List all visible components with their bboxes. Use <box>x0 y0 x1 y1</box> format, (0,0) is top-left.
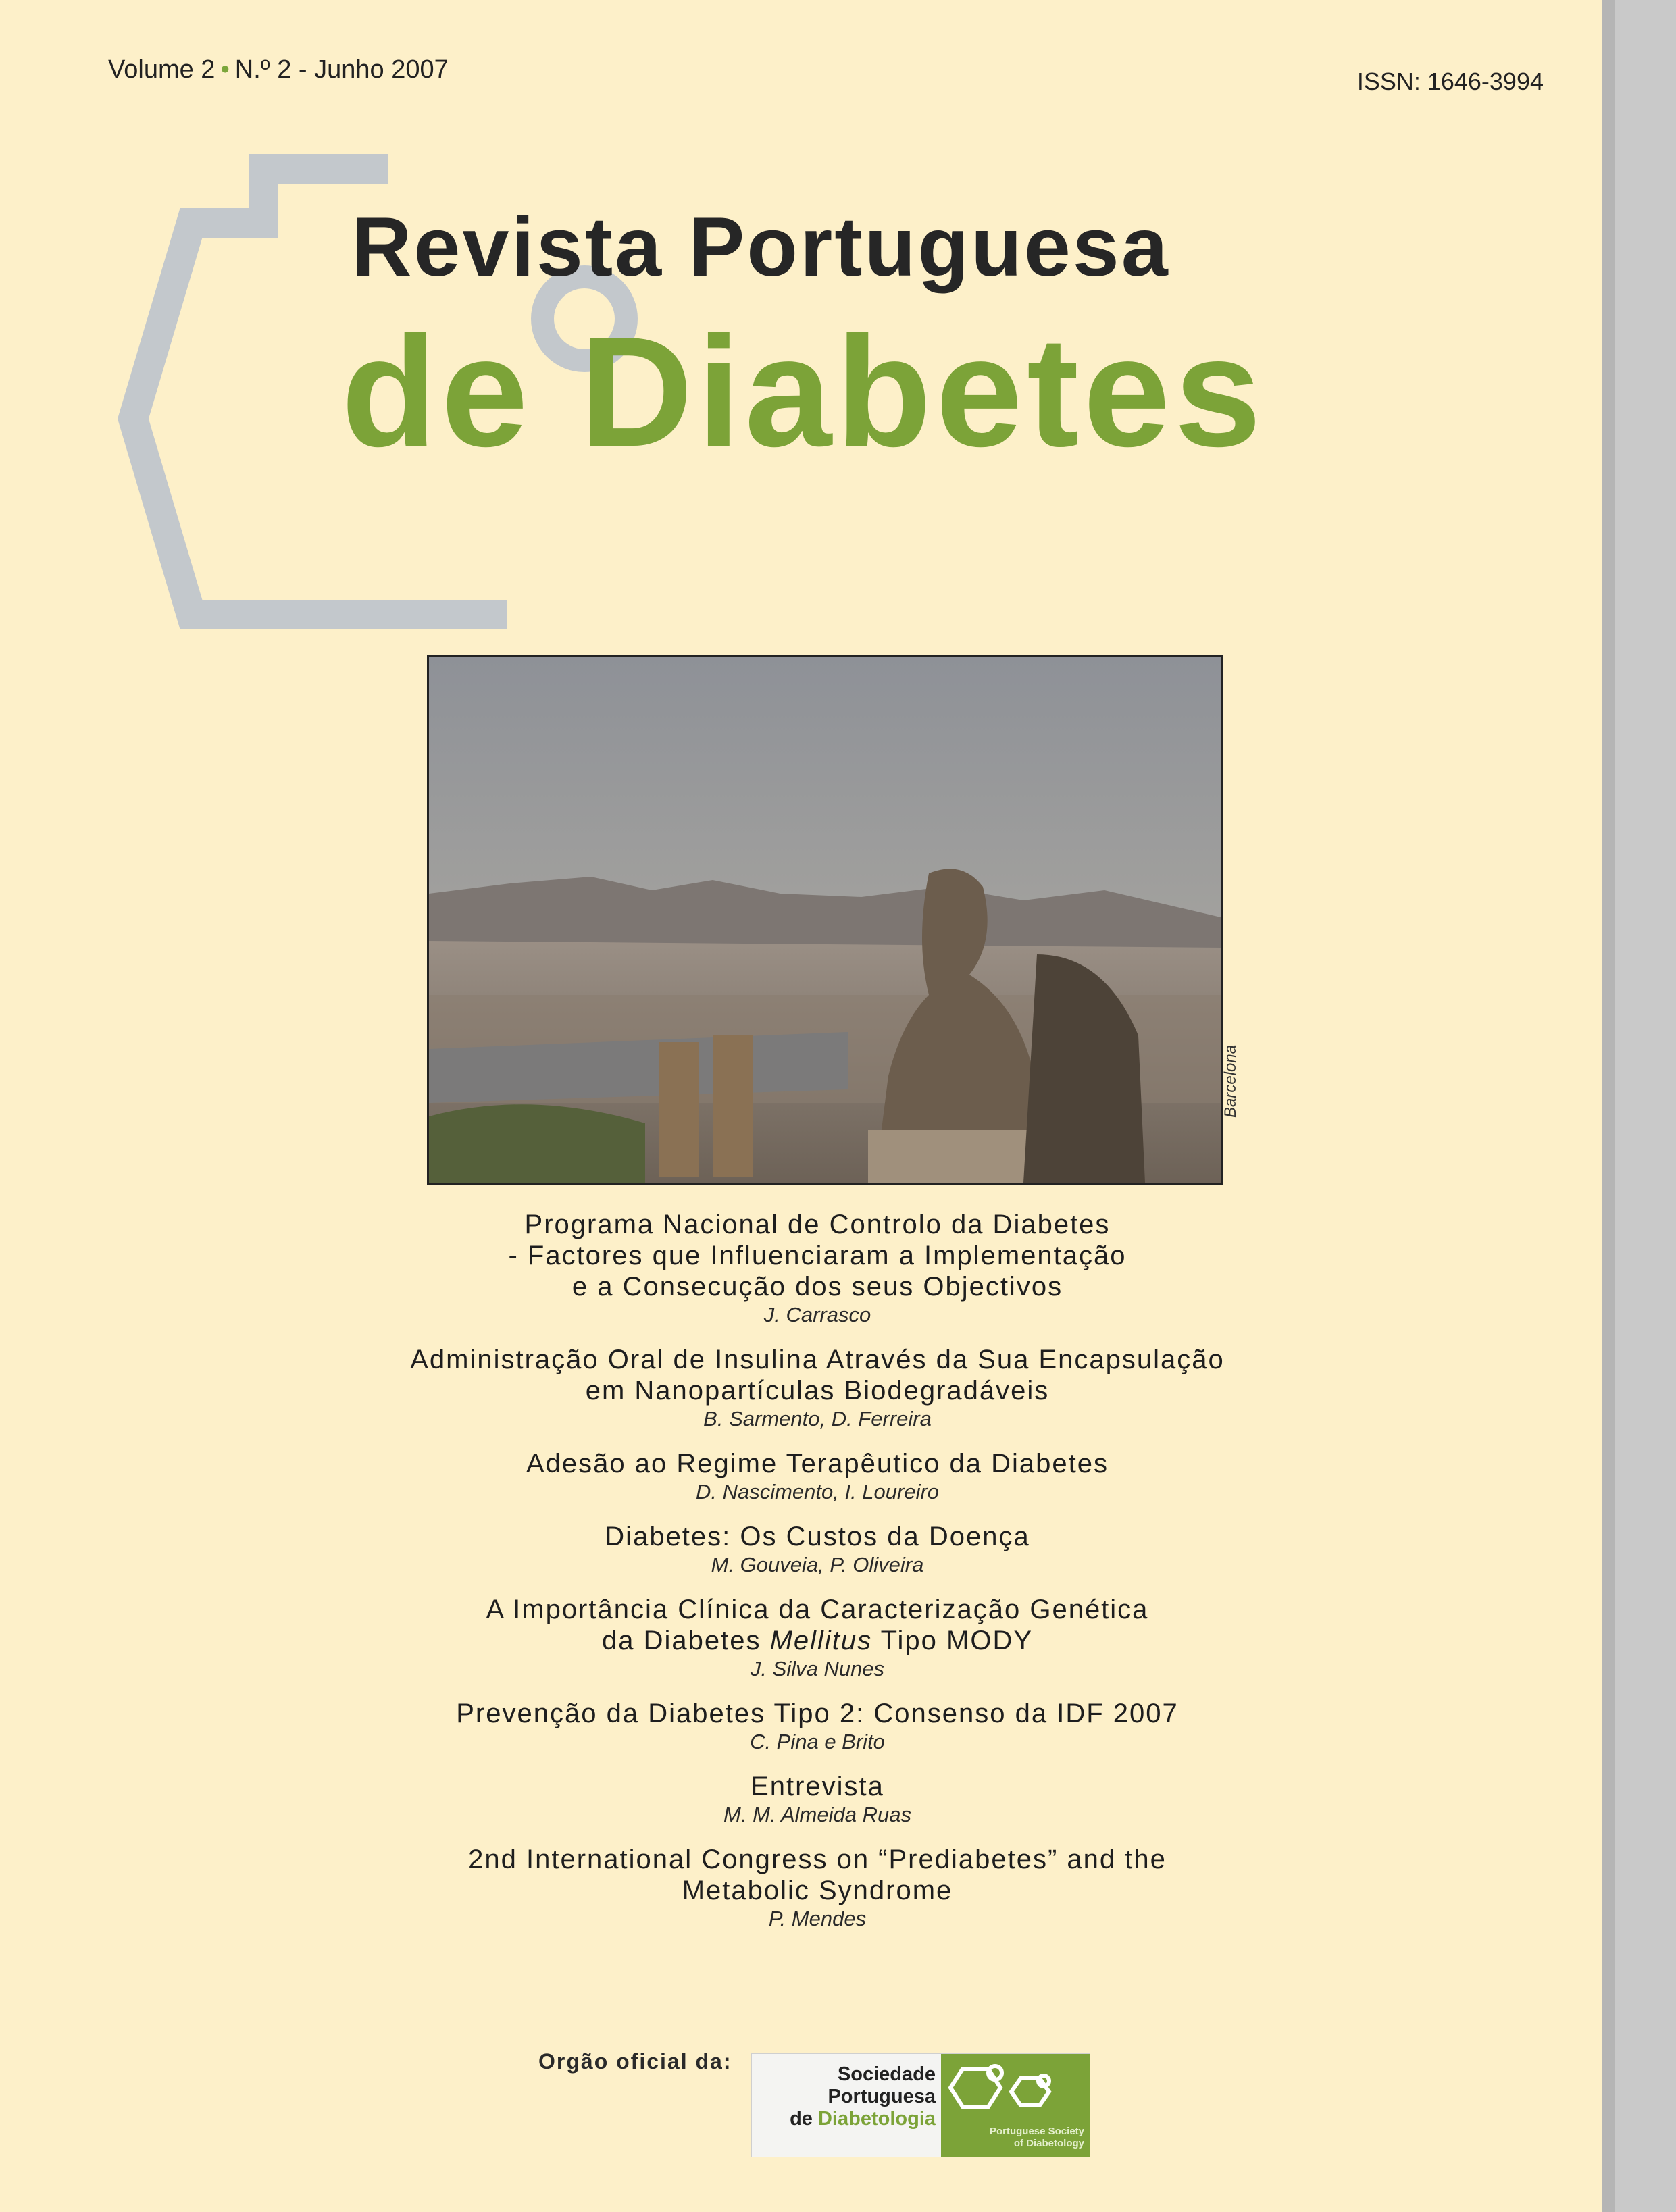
article-author: M. M. Almeida Ruas <box>723 1803 911 1826</box>
article-title: Diabetes: Os Custos da Doença <box>605 1522 1030 1551</box>
contents-entry[interactable] <box>270 1771 1365 1828</box>
contents-entry[interactable] <box>270 1844 1365 1932</box>
issue-separator-dot: • <box>220 55 230 84</box>
article-title-line2 <box>270 1625 1365 1656</box>
society-english-line1: Portuguese Society <box>989 2126 1084 2137</box>
society-name-prefix: de <box>790 2108 818 2130</box>
society-name-block <box>752 2054 941 2157</box>
society-english-line2: of Diabetology <box>1013 2138 1084 2149</box>
article-title: Administração Oral de Insulina Através da Sua Encapsulação em Nanopartículas Biodegradáveis <box>410 1345 1225 1406</box>
contents-entry[interactable] <box>270 1209 1365 1328</box>
cover-spine-shadow <box>1602 0 1615 2212</box>
article-author: J. Silva Nunes <box>750 1657 885 1680</box>
article-title-text: da Diabetes <box>601 1626 770 1655</box>
cover-photo <box>427 655 1223 1185</box>
contents-entry[interactable] <box>270 1594 1365 1682</box>
contents-entry[interactable] <box>270 1344 1365 1432</box>
issue-volume: Volume 2 <box>108 55 215 84</box>
official-organ-label: Orgão oficial da: <box>538 2049 732 2074</box>
article-title: Programa Nacional de Controlo da Diabetes - Factores que Influenciaram a Implementação e a Consecução dos seus Objectivos <box>508 1210 1127 1302</box>
society-name-line3 <box>752 2108 941 2130</box>
society-logo-badge <box>751 2053 1090 2157</box>
article-title: A Importância Clínica da Caracterização Genética <box>486 1595 1149 1624</box>
article-title-text: Tipo MODY <box>872 1626 1034 1655</box>
article-title: Prevenção da Diabetes Tipo 2: Consenso da IDF 2007 <box>456 1699 1179 1728</box>
article-author: J. Carrasco <box>763 1303 871 1327</box>
contents-entry[interactable] <box>270 1521 1365 1578</box>
cover-photo-illustration <box>429 657 1221 1183</box>
society-english-name <box>941 2126 1084 2150</box>
society-name-line2: Portuguesa <box>828 2086 936 2107</box>
society-name-line1: Sociedade <box>837 2063 936 2085</box>
society-molecule-icon <box>941 2054 1090 2115</box>
article-author: B. Sarmento, D. Ferreira <box>703 1407 932 1431</box>
masthead-title-line2: de Diabetes <box>341 305 1266 480</box>
society-logo-panel <box>941 2054 1090 2157</box>
contents-entry[interactable] <box>270 1698 1365 1755</box>
masthead-title-line1: Revista Portuguesa <box>351 201 1170 294</box>
article-title: Adesão ao Regime Terapêutico da Diabetes <box>526 1449 1109 1478</box>
table-of-contents <box>270 1209 1365 1948</box>
article-title-italic: Mellitus <box>769 1626 873 1655</box>
article-author: M. Gouveia, P. Oliveira <box>711 1553 924 1576</box>
photo-caption: Barcelona <box>1221 1044 1240 1118</box>
article-title: 2nd International Congress on “Prediabetes” and the Metabolic Syndrome <box>468 1845 1167 1905</box>
article-title: Entrevista <box>751 1772 884 1801</box>
issue-number: N.º 2 - Junho 2007 <box>234 55 449 84</box>
issue-info <box>108 55 449 84</box>
article-author: P. Mendes <box>768 1907 867 1930</box>
article-author: D. Nascimento, I. Loureiro <box>695 1480 940 1503</box>
society-name-highlight: Diabetologia <box>817 2108 936 2130</box>
contents-entry[interactable] <box>270 1448 1365 1505</box>
article-author: C. Pina e Brito <box>750 1730 885 1753</box>
issn-number: ISSN: 1646-3994 <box>1356 68 1544 95</box>
